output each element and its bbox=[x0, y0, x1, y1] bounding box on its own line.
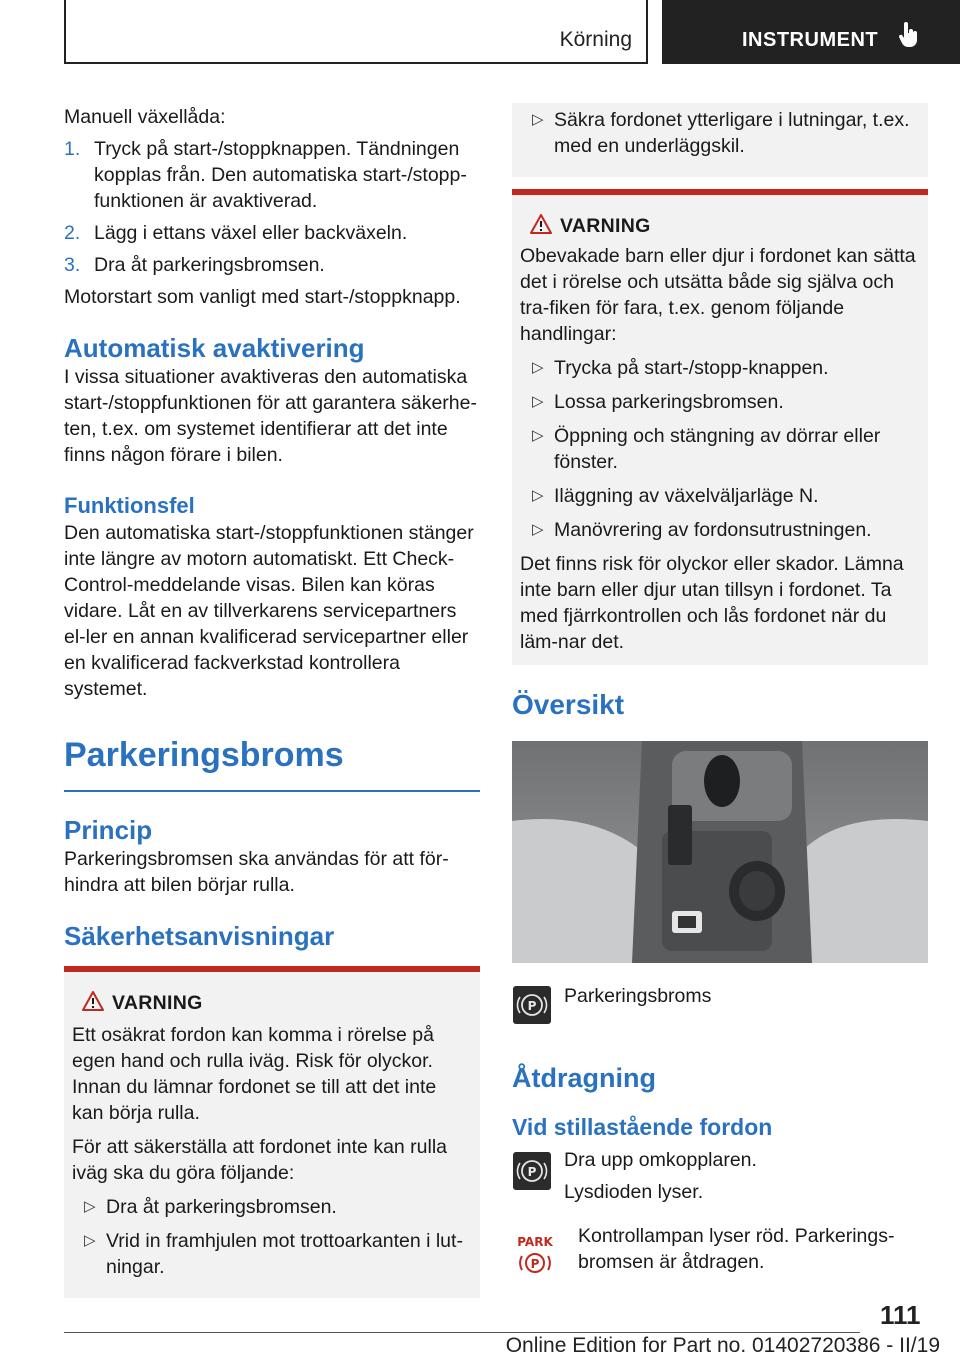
list-item bbox=[64, 220, 480, 246]
hand-pointer-icon bbox=[898, 22, 920, 48]
warning-box bbox=[512, 189, 928, 665]
list-item bbox=[520, 517, 920, 543]
svg-text:PARK: PARK bbox=[517, 1235, 553, 1249]
warning-triangle-icon bbox=[530, 214, 552, 234]
svg-text:P: P bbox=[527, 999, 537, 1013]
bullet-triangle-icon: ▷ bbox=[532, 427, 544, 444]
parking-brake-heading: Parkeringsbroms bbox=[64, 736, 344, 774]
center-console-photo bbox=[512, 741, 928, 963]
header-chapter-tab bbox=[662, 0, 960, 64]
principle-text: Parkeringsbromsen ska användas för att för‐hindra att bilen börjar rulla. bbox=[64, 848, 449, 896]
list-item bbox=[520, 355, 920, 381]
step-number: 2. bbox=[64, 222, 81, 244]
step-text: Tryck på start-/stoppknappen. Tändningen kopplas från. Den automatiska start-/stopp‐funktionen är avaktiverad. bbox=[94, 138, 467, 212]
motorstart-text: Motorstart som vanligt med start-/stoppknapp. bbox=[64, 286, 461, 308]
instruction-text: Dra upp omkopplaren. bbox=[564, 1149, 757, 1171]
step-text: Lägg i ettans växel eller backväxeln. bbox=[94, 222, 408, 244]
bullet-text: Iläggning av växelväljarläge N. bbox=[554, 485, 819, 507]
warning-text: Ett osäkrat fordon kan komma i rörelse på egen hand och rulla iväg. Risk för olyckor. Innan du lämnar fordonet se till att det inte kan börja rulla. bbox=[72, 1024, 437, 1124]
header-section-tab bbox=[64, 0, 648, 64]
warning-text: För att säkerställa att fordonet inte kan rulla iväg ska du göra följande: bbox=[72, 1136, 448, 1184]
footer-rule bbox=[64, 1332, 860, 1333]
indicator-row bbox=[512, 1223, 928, 1275]
warning-bullets bbox=[520, 355, 920, 543]
overview-heading: Översikt bbox=[512, 689, 625, 720]
instruction-row bbox=[512, 1147, 928, 1205]
warning-title: VARNING bbox=[112, 992, 203, 1014]
principle-heading: Princip bbox=[64, 815, 153, 845]
manual-gearbox-label: Manuell växellåda: bbox=[64, 106, 226, 128]
header-section-label: Körning bbox=[559, 28, 632, 51]
list-item bbox=[520, 483, 920, 509]
bullet-triangle-icon: ▷ bbox=[532, 487, 544, 504]
instruction-text: Lysdioden lyser. bbox=[564, 1181, 704, 1203]
bullet-triangle-icon: ▷ bbox=[84, 1232, 96, 1249]
bullet-triangle-icon: ▷ bbox=[84, 1198, 96, 1215]
left-column bbox=[64, 100, 480, 1298]
svg-text:P: P bbox=[527, 1165, 537, 1179]
bullet-triangle-icon: ▷ bbox=[532, 393, 544, 410]
application-heading: Åtdragning bbox=[512, 1063, 656, 1093]
step-number: 3. bbox=[64, 254, 81, 276]
edition-text: Online Edition for Part no. 01402720386 - II/19 bbox=[505, 1334, 940, 1357]
bullet-text: Dra åt parkeringsbromsen. bbox=[106, 1196, 337, 1218]
legend-row bbox=[512, 981, 928, 1025]
list-item bbox=[520, 107, 920, 159]
right-column bbox=[512, 103, 928, 1275]
safety-heading: Säkerhetsanvisningar bbox=[64, 921, 335, 951]
warning-text: Obevakade barn eller djur i fordonet kan sätta det i rörelse och utsätta både sig själva och tra‐fiken för fara, t.ex. genom följande handlingar: bbox=[520, 245, 916, 345]
svg-text:P: P bbox=[530, 1257, 540, 1271]
continued-warning-box bbox=[512, 103, 928, 177]
header-chapter-label: INSTRUMENT bbox=[742, 29, 879, 51]
parking-brake-switch-icon bbox=[512, 1151, 552, 1191]
bullet-text: Lossa parkeringsbromsen. bbox=[554, 391, 784, 413]
steps-list bbox=[64, 136, 480, 278]
list-item bbox=[64, 252, 480, 278]
warning-bullets bbox=[72, 1194, 472, 1280]
warning-box bbox=[64, 966, 480, 1298]
list-item bbox=[520, 423, 920, 475]
bullet-triangle-icon: ▷ bbox=[532, 111, 544, 128]
malfunction-text: Den automatiska start-/stoppfunktionen stänger inte längre av motorn automatiskt. Ett Check-Control-meddelande visas. Bilen kan köras vidare. Låt en av tillverkarens servicepartners el‐ler en annan kvalificerad servicepartner eller en kvalificerad fackverkstad kontrollera systemet. bbox=[64, 522, 474, 700]
stationary-heading: Vid stillastående fordon bbox=[512, 1114, 773, 1140]
auto-deactivation-text: I vissa situationer avaktiveras den automatiska start-/stoppfunktionen för att garantera säkerhe‐ten, t.ex. om systemet identifierar att det inte finns någon förare i bilen. bbox=[64, 366, 477, 466]
bullet-triangle-icon: ▷ bbox=[532, 359, 544, 376]
legend-label: Parkeringsbroms bbox=[564, 985, 712, 1007]
park-warning-lamp-icon bbox=[512, 1233, 558, 1277]
bullet-text: Säkra fordonet ytterligare i lutningar, t.ex. med en underläggskil. bbox=[554, 109, 910, 157]
step-number: 1. bbox=[64, 138, 81, 160]
continued-bullets bbox=[520, 107, 920, 159]
warning-triangle-icon bbox=[82, 991, 104, 1011]
page-number: 111 bbox=[880, 1300, 921, 1330]
indicator-text: Kontrollampan lyser röd. Parkerings‐bromsen är åtdragen. bbox=[578, 1225, 895, 1273]
bullet-triangle-icon: ▷ bbox=[532, 521, 544, 538]
list-item bbox=[72, 1228, 472, 1280]
list-item bbox=[64, 136, 480, 214]
step-text: Dra åt parkeringsbromsen. bbox=[94, 254, 325, 276]
malfunction-heading: Funktionsfel bbox=[64, 493, 195, 518]
list-item bbox=[520, 389, 920, 415]
warning-closing-text: Det finns risk för olyckor eller skador. Lämna inte barn eller djur utan tillsyn i fordonet. Ta med fjärrkontrollen och lås fordonet när du läm‐nar det. bbox=[520, 553, 904, 653]
list-item bbox=[72, 1194, 472, 1220]
parking-brake-switch-icon bbox=[512, 985, 552, 1025]
warning-title: VARNING bbox=[560, 215, 651, 237]
bullet-text: Manövrering av fordonsutrustningen. bbox=[554, 519, 872, 541]
bullet-text: Vrid in framhjulen mot trottoarkanten i lut‐ningar. bbox=[106, 1230, 463, 1278]
bullet-text: Öppning och stängning av dörrar eller fönster. bbox=[554, 425, 881, 473]
bullet-text: Trycka på start-/stopp-knappen. bbox=[554, 357, 829, 379]
auto-deactivation-heading: Automatisk avaktivering bbox=[64, 333, 365, 363]
